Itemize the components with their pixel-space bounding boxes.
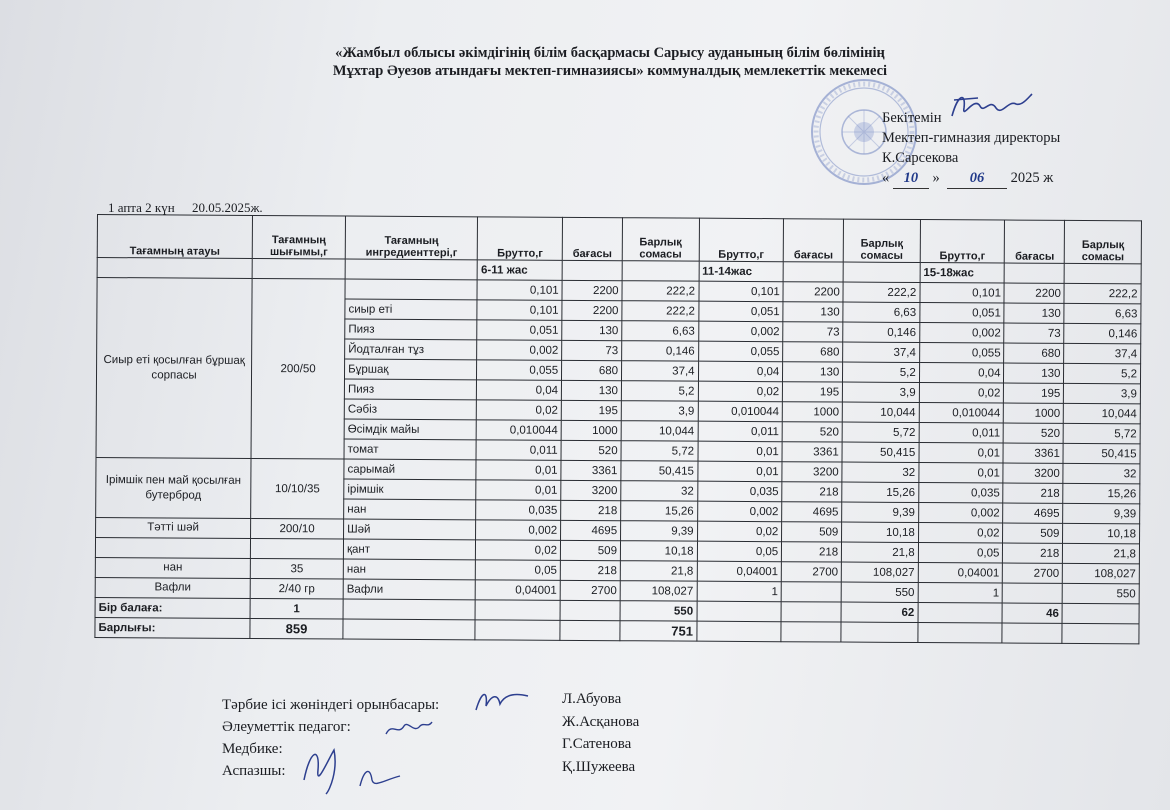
dish-yield: 10/10/35 [251, 458, 344, 519]
ingredient-value: 0,051 [920, 303, 1005, 324]
ingredient-value: 2700 [782, 562, 842, 582]
ingredient-name: сиыр еті [345, 299, 477, 320]
ingredient-value: 222,2 [622, 301, 699, 321]
ingredient-value: 130 [1004, 303, 1064, 323]
ingredient-value: 37,4 [843, 342, 920, 362]
ingredient-value: 37,4 [622, 361, 699, 381]
ingredient-value [781, 582, 841, 602]
col-sum-1: Барлық сомасы [622, 218, 699, 261]
ingredient-value: 4695 [1003, 503, 1063, 523]
approval-year: 2025 ж [1010, 170, 1054, 186]
ingredient-value: 218 [560, 560, 620, 580]
ingredient-value: 6,63 [1064, 303, 1141, 323]
ingredient-value: 0,002 [697, 501, 782, 522]
ingredient-value: 5,72 [1064, 423, 1141, 443]
dish-name: Тәтті шәй [96, 517, 251, 538]
ingredient-value: 108,027 [620, 581, 697, 601]
ingredient-value: 2200 [562, 300, 622, 320]
dish-name: нан [95, 557, 250, 578]
ingredient-value: 73 [783, 322, 843, 342]
age-group-1: 6-11 жас [477, 260, 562, 281]
dish-yield: 35 [250, 558, 343, 579]
ingredient-value: 0,01 [919, 443, 1004, 464]
ingredient-value: 218 [1003, 543, 1063, 563]
ingredient-value: 4695 [782, 502, 842, 522]
ingredient-value: 10,044 [621, 421, 698, 441]
ingredient-value: 0,051 [477, 320, 562, 341]
ingredient-value: 5,2 [621, 381, 698, 401]
col-brutto-2: Брутто,г [699, 218, 784, 262]
ingredient-value: 0,055 [477, 360, 562, 381]
ingredient-value: 0,002 [698, 321, 783, 342]
ingredient-value: 0,01 [698, 441, 783, 462]
table-row: Сиыр еті қосылған бұршақ сорпасы 200/50 0,101 2200 222,2 0,101 2200 222,2 0,101 2200 222,2 [97, 278, 1141, 304]
ingredient-value: 108,027 [841, 562, 918, 582]
ingredient-value: 3200 [782, 462, 842, 482]
ingredient-value: 3200 [1003, 463, 1063, 483]
ingredient-name: нан [343, 559, 475, 580]
ingredient-value: 0,04001 [697, 561, 782, 582]
signature-pedagogue-icon [384, 718, 434, 740]
ingredient-value: 15,26 [842, 482, 919, 502]
ingredient-value: 5,2 [1064, 363, 1141, 383]
dish-name: Вафли [95, 577, 250, 598]
ingredient-name: нан [344, 499, 476, 520]
ingredient-value: 130 [783, 302, 843, 322]
ingredient-value: 3,9 [1064, 383, 1141, 403]
ingredient-value: 0,011 [698, 421, 783, 442]
ingredient-value: 550 [841, 582, 918, 602]
ingredient-value: 0,011 [476, 440, 561, 461]
director-name: К.Сарсекова [882, 150, 959, 166]
ingredient-value: 520 [1004, 423, 1064, 443]
ingredient-value: 195 [1004, 383, 1064, 403]
signature-line: Әлеуметтік педагог: [222, 719, 351, 735]
quote-close: » [932, 170, 940, 186]
ingredient-value: 2700 [1003, 563, 1063, 583]
ingredient-value: 509 [782, 522, 842, 542]
ingredient-value: 0,04 [698, 361, 783, 382]
col-brutto-1: Брутто,г [478, 217, 563, 261]
ingredient-value: 0,002 [918, 503, 1003, 524]
ingredient-value: 680 [562, 360, 622, 380]
ingredient-value: 37,4 [1064, 343, 1141, 363]
ingredient-value: 3361 [1003, 443, 1063, 463]
ingredient-value: 1 [697, 581, 782, 602]
ingredient-value: 10,18 [1063, 523, 1140, 543]
approval-date [882, 168, 1060, 189]
ingredient-value: 32 [842, 462, 919, 482]
col-price-2: бағасы [784, 219, 844, 262]
signature-deputy-icon [472, 686, 532, 716]
age-group-2: 11-14жас [699, 261, 784, 282]
ingredient-name: сарымай [344, 459, 476, 480]
ingredient-value: 0,02 [918, 523, 1003, 544]
dish-yield: 2/40 гр [250, 578, 343, 599]
ingredient-value: 0,02 [919, 383, 1004, 404]
ingredient-value: 0,05 [918, 543, 1003, 564]
ingredient-value: 9,39 [1063, 503, 1140, 523]
dish-yield: 200/10 [251, 518, 344, 539]
ingredient-value: 130 [562, 320, 622, 340]
approval-block [882, 108, 1060, 189]
col-brutto-3: Брутто,г [920, 220, 1005, 264]
ingredient-value: 32 [1063, 463, 1140, 483]
approval-day: 10 [893, 168, 929, 189]
ingredient-value: 1000 [1004, 403, 1064, 423]
ingredient-value: 130 [1004, 363, 1064, 383]
ingredient-value: 5,2 [843, 362, 920, 382]
ingredient-value: 0,04001 [476, 580, 561, 601]
ingredient-value: 218 [782, 542, 842, 562]
total-row: Барлығы: 859 751 [95, 617, 1139, 643]
col-sum-2: Барлық сомасы [843, 219, 920, 262]
ingredient-value: 0,01 [476, 480, 561, 501]
ingredient-value: 218 [1003, 483, 1063, 503]
ingredient-value: 10,044 [842, 402, 919, 422]
ingredient-value: 1 [918, 583, 1003, 604]
ingredient-value: 195 [561, 400, 621, 420]
week-day: 1 апта 2 күн [108, 200, 175, 215]
ingredient-value: 0,011 [919, 423, 1004, 444]
ingredient-name: Өсімдік майы [344, 419, 476, 440]
ingredient-value: 0,010044 [919, 403, 1004, 424]
ingredient-name: Шәй [344, 519, 476, 540]
col-sum-3: Барлық сомасы [1065, 220, 1142, 263]
ingredient-value: 520 [561, 440, 621, 460]
ingredient-value: 0,02 [697, 521, 782, 542]
ingredient-value: 15,26 [621, 501, 698, 521]
ingredient-value: 50,415 [621, 461, 698, 481]
ingredient-value: 0,101 [477, 300, 562, 321]
ingredient-value: 0,01 [919, 463, 1004, 484]
total-label: Барлығы: [95, 617, 250, 638]
ingredient-name: Пияз [345, 319, 477, 340]
ingredient-value: 0,02 [698, 381, 783, 402]
signature-line: Тәрбие ісі жөніндегі орынбасары: [222, 697, 440, 713]
ingredient-value: 0,146 [1064, 323, 1141, 343]
ingredient-value: 21,8 [1063, 543, 1140, 563]
ingredient-value: 0,01 [697, 461, 782, 482]
ingredient-value: 0,051 [698, 301, 783, 322]
ingredient-value [1003, 583, 1063, 603]
ingredient-value: 10,18 [620, 541, 697, 561]
ingredient-value: 0,02 [477, 400, 562, 421]
ingredient-value: 4695 [561, 520, 621, 540]
document-header [230, 44, 990, 80]
ingredient-value: 9,39 [842, 502, 919, 522]
ingredient-value: 680 [783, 342, 843, 362]
ingredient-value: 509 [1003, 523, 1063, 543]
col-yield: Тағамның шығымы,г [252, 215, 345, 259]
ingredient-value: 50,415 [1063, 443, 1140, 463]
ingredient-value: 0,010044 [476, 420, 561, 441]
ingredient-value: 130 [783, 362, 843, 382]
dish-yield: 200/50 [251, 278, 345, 459]
ingredient-name: томат [344, 439, 476, 460]
ingredient-value: 0,04 [919, 363, 1004, 384]
ingredient-value: 0,04 [477, 380, 562, 401]
col-price-1: бағасы [562, 217, 622, 260]
ingredient-value: 0,02 [476, 540, 561, 561]
signature-line: Медбике: [222, 741, 283, 757]
ingredient-value: 130 [561, 380, 621, 400]
ingredient-value: 0,01 [476, 460, 561, 481]
ingredient-name: Бұршақ [345, 359, 477, 380]
per-child-label: Бір балаға: [95, 597, 250, 618]
approval-month: 06 [947, 168, 1007, 189]
signature-nurse-icon [300, 740, 410, 796]
signatory-name: Г.Сатенова [562, 736, 632, 752]
ingredient-value: 6,63 [622, 321, 699, 341]
ingredient-name: Вафли [343, 579, 475, 600]
ingredient-value: 0,035 [476, 500, 561, 521]
ingredient-value: 680 [1004, 343, 1064, 363]
ingredient-value: 21,8 [620, 561, 697, 581]
ingredient-value: 0,055 [919, 343, 1004, 364]
menu-date: 20.05.2025ж. [191, 200, 263, 215]
ingredient-value: 1000 [783, 402, 843, 422]
dish-name: Ірімшік пен май қосылған бутерброд [96, 457, 251, 518]
col-ingredients: Тағамның ингредиенттері,г [345, 216, 478, 260]
col-dish-name: Тағамның атауы [97, 215, 252, 259]
ingredient-value: 0,05 [476, 560, 561, 581]
signatory-name: Л.Абуова [562, 691, 622, 707]
ingredient-name: ірімшік [344, 479, 476, 500]
table-header-row [97, 215, 1141, 264]
ingredient-name: Пияз [344, 379, 476, 400]
ingredient-value: 0,05 [697, 541, 782, 562]
director-position: Мектеп-гимназия директоры [882, 130, 1061, 146]
quote-open: « [882, 170, 890, 186]
ingredient-value: 3361 [561, 460, 621, 480]
ingredient-value: 218 [561, 500, 621, 520]
signature-line: Аспазшы: [222, 763, 286, 779]
ingredient-name: Сәбіз [344, 399, 476, 420]
ingredient-value: 73 [1004, 323, 1064, 343]
ingredient-value: 520 [782, 422, 842, 442]
ingredient-name: Йодталған тұз [345, 339, 477, 360]
approval-label: Бекітемін [882, 110, 942, 126]
col-price-3: бағасы [1005, 220, 1065, 263]
ingredient-value: 0,035 [697, 481, 782, 502]
ingredient-value: 0,002 [919, 323, 1004, 344]
ingredient-value: 0,002 [477, 340, 562, 361]
ingredient-value: 0,010044 [698, 401, 783, 422]
signatory-names [562, 688, 639, 778]
ingredient-value: 0,035 [918, 483, 1003, 504]
ingredient-value: 0,146 [843, 322, 920, 342]
ingredient-value: 0,002 [476, 520, 561, 541]
ingredient-value: 15,26 [1063, 483, 1140, 503]
per-child-row: Бір балаға: 1 550 62 46 [95, 597, 1139, 623]
ingredient-value: 1000 [561, 420, 621, 440]
ingredient-value: 0,146 [622, 341, 699, 361]
header-line-2: Мұхтар Әуезов атындағы мектеп-гимназиясы» коммуналдық мемлекеттік мекемесі [332, 63, 888, 79]
header-line-1: «Жамбыл облысы әкімдігінің білім басқармасы Сарысу ауданының білім бөлімінің [335, 45, 885, 61]
ingredient-value: 10,044 [1064, 403, 1141, 423]
ingredient-value: 21,8 [842, 542, 919, 562]
ingredient-value: 5,72 [621, 441, 698, 461]
ingredient-value: 6,63 [843, 302, 920, 322]
ingredient-value: 550 [1063, 583, 1140, 603]
ingredient-value: 9,39 [621, 521, 698, 541]
ingredient-value: 218 [782, 482, 842, 502]
dish-name: Сиыр еті қосылған бұршақ сорпасы [96, 278, 252, 459]
ingredient-value: 3,9 [843, 382, 920, 402]
age-group-3: 15-18жас [920, 263, 1005, 284]
signatory-name: Қ.Шужеева [562, 758, 636, 775]
ingredient-value: 3200 [561, 480, 621, 500]
ingredient-value: 3,9 [621, 401, 698, 421]
ingredient-value: 2700 [560, 580, 620, 600]
signatory-name: Ж.Асқанова [562, 713, 640, 730]
ingredient-value: 50,415 [842, 442, 919, 462]
ingredient-value: 108,027 [1063, 563, 1140, 583]
ingredient-value: 509 [561, 540, 621, 560]
ingredient-value: 195 [783, 382, 843, 402]
ingredient-value: 10,18 [842, 522, 919, 542]
ingredient-value: 3361 [782, 442, 842, 462]
ingredient-value: 0,055 [698, 341, 783, 362]
ingredient-value: 73 [562, 340, 622, 360]
ingredient-value: 0,04001 [918, 563, 1003, 584]
ingredient-value: 5,72 [842, 422, 919, 442]
ingredient-value: 32 [621, 481, 698, 501]
ingredient-name: қант [343, 539, 475, 560]
menu-table [94, 214, 1142, 644]
